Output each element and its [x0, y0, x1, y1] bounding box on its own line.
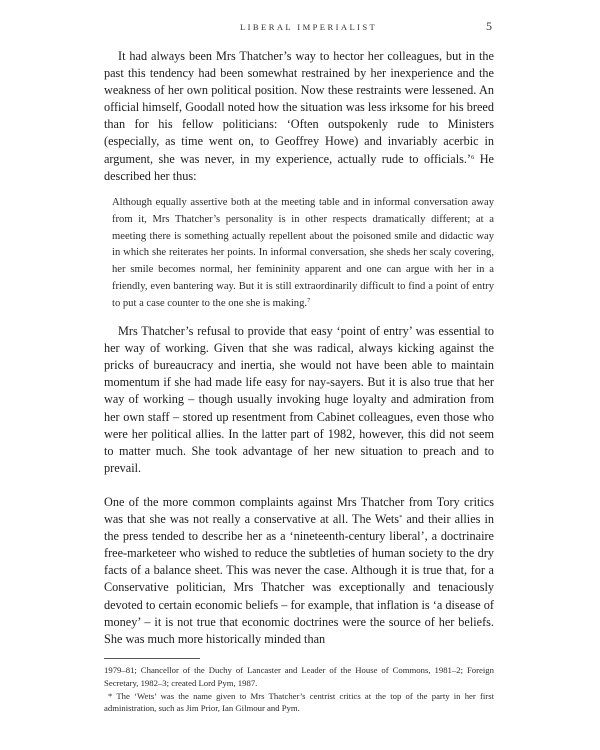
footnote-star [104, 690, 494, 716]
section-break [104, 477, 494, 494]
paragraph-3-tail: and their allies in the press tended to describe her as a ‘nineteenth-century liberal’, a doctrinaire free-marketeer who wished to reduce the subtleties of human society to the dry facts of a balance sheet. This was never the case. Although it is true that, for a Conservative politician, Mrs Thatcher was exceptionally and tenaciously devoted to certain economic beliefs – for example, that inflation is ‘a disease of money’ – it is not true that economic doctrines were the source of her beliefs. She was much more historically minded than [104, 512, 494, 646]
block-quote [112, 195, 494, 313]
footnote-star-marker: * [108, 690, 113, 701]
paragraph-1-tail: He described her thus: [104, 151, 494, 183]
note-ref-6: 6 [471, 153, 475, 161]
footnotes [104, 658, 494, 715]
footnote-continued: 1979–81; Chancellor of the Duchy of Lancaster and Leader of the House of Commons, 1981–2; Foreign Secretary, 1982–3; created Lord Pym, 1987. [104, 665, 494, 688]
running-head: LIBERAL IMPERIALIST [240, 22, 378, 32]
footnote-star-text: The ‘Wets’ was the name given to Mrs Thatcher’s centrist critics at the top of the party in her first administration, such as Jim Prior, Ian Gilmour and Pym. [104, 690, 494, 714]
paragraph-1-text: It had always been Mrs Thatcher’s way to hector her colleagues, but in the past this tendency had been somewhat restrained by her inexperience and the weakness of her own political position. Now these restraints were lessened. An official himself, Goodall noted how the situation was less irksome for his breed than for his fellow politicians: ‘Often outspokenly rude to Ministers (especially, as time went on, to Geoffrey Howe) and invariably acerbic in argument, she was never, in my experience, actually rude to officials.’ [104, 49, 494, 166]
note-ref-star: * [399, 514, 403, 522]
footnote-rule [104, 658, 200, 659]
paragraph-1 [104, 48, 494, 185]
paragraph-3-text: One of the more common complaints against Mrs Thatcher from Tory critics was that she was not really a conservative at all. The Wets [104, 494, 494, 527]
paragraph-2: Mrs Thatcher’s refusal to provide that easy ‘point of entry’ was essential to her way of working. Given that she was radical, always kicking against the pricks of bureaucracy and inertia, she would not have been able to maintain momentum if she had made life easy for nay-sayers. But it is also true that her way of working – though usually invoking huge loyalty and admiration from her own staff – stored up resentment from Cabinet colleagues, even those who were her political allies. In the latter part of 1982, however, this did not seem to matter much. She took advantage of her new situation to preach and to prevail. [104, 324, 494, 475]
body-text [104, 48, 494, 648]
block-quote-text: Although equally assertive both at the meeting table and in informal conversation away from it, Mrs Thatcher’s personality is in other respects dramatically different; at a meeting there is something actually repellent about the poisoned smile and didactic way in which she reiterates her points. In informal conversation, she sheds her scaly covering, her smile becomes normal, her femininity apparent and one can argue with her in a friendly, even bantering way. But it is still extraordinarily difficult to find a point of entry to put a case counter to the one she is making. [112, 196, 494, 310]
paragraph-3 [104, 494, 494, 648]
page-number: 5 [486, 19, 492, 33]
note-ref-7: 7 [307, 297, 311, 305]
